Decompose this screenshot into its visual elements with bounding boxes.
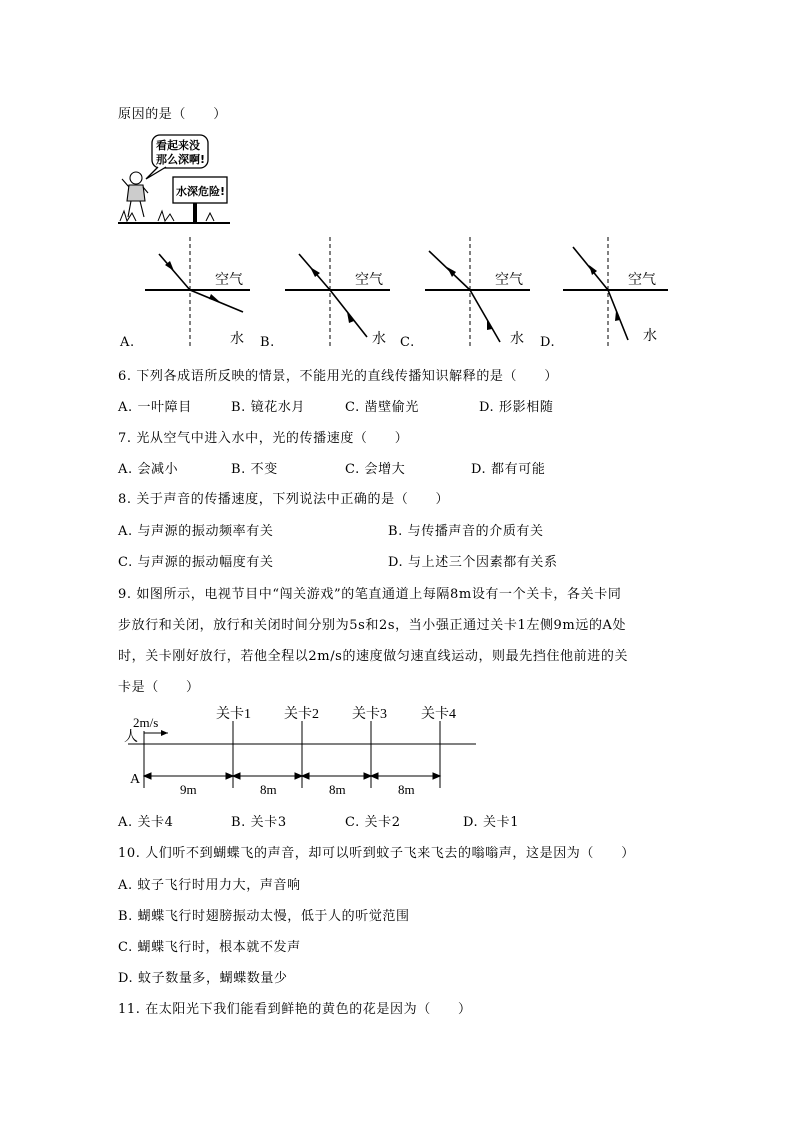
diagram-a-air-label: 空气	[215, 272, 243, 288]
gate-1-label: 关卡1	[216, 707, 251, 722]
q9-line-1: 9. 如图所示，电视节目中“闯关游戏”的笔直通道上每隔8m设有一个关卡，各关卡同	[118, 587, 622, 602]
cartoon-person	[122, 172, 148, 217]
cartoon-speech-2: 那么深啊!	[156, 153, 206, 166]
q5-stem-tail: 原因的是（ ）	[118, 107, 227, 122]
q8-option-a: A. 与声源的振动频率有关	[118, 524, 274, 539]
speed-label: 2m/s	[133, 715, 159, 730]
q8-option-d: D. 与上述三个因素都有关系	[388, 555, 558, 570]
q6-stem: 6. 下列各成语所反映的情景，不能用光的直线传播知识解释的是（ ）	[118, 369, 558, 384]
q9-option-a: A. 关卡4	[118, 815, 174, 830]
distance-3-label: 8m	[329, 782, 346, 797]
q7-stem: 7. 光从空气中进入水中，光的传播速度（ ）	[118, 431, 409, 446]
q9-line-4: 卡是（ ）	[118, 680, 200, 695]
diagram-c-water-label: 水	[510, 331, 524, 347]
q6-option-a: A. 一叶障目	[118, 400, 192, 415]
gate-3-label: 关卡3	[352, 707, 387, 722]
cartoon-speech-1: 看起来没	[156, 139, 200, 152]
diagram-d-water-label: 水	[643, 328, 657, 344]
gate-4-label: 关卡4	[421, 707, 456, 722]
q6-option-c: C. 凿壁偷光	[345, 400, 419, 415]
q9-gate-diagram	[118, 703, 488, 803]
q5-option-c: C.	[400, 335, 415, 350]
q7-option-b: B. 不变	[231, 462, 278, 477]
diagram-b	[285, 237, 395, 347]
q10-option-a: A. 蚊子飞行时用力大，声音响	[118, 878, 301, 893]
diagram-b-water-label: 水	[372, 331, 386, 347]
q5-option-a: A.	[120, 335, 135, 350]
q5-option-d: D.	[540, 335, 556, 350]
diagram-a	[145, 237, 255, 347]
q6-option-b: B. 镜花水月	[231, 400, 306, 415]
q9-option-b: B. 关卡3	[231, 815, 287, 830]
q8-option-c: C. 与声源的振动幅度有关	[118, 555, 274, 570]
diagram-d	[563, 237, 673, 347]
distance-1-label: 9m	[180, 782, 197, 797]
diagram-c-air-label: 空气	[495, 272, 523, 288]
speed-arrow-icon	[161, 730, 168, 736]
q10-stem: 10. 人们听不到蝴蝶飞的声音，却可以听到蚊子飞来飞去的嗡嗡声，这是因为（ ）	[118, 846, 635, 861]
point-a-label: A	[130, 772, 141, 787]
diagram-d-air-label: 空气	[628, 272, 656, 288]
q9-line-3: 时，关卡刚好放行，若他全程以2m/s的速度做匀速直线运动，则最先挡住他前进的关	[118, 649, 629, 664]
q11-stem: 11. 在太阳光下我们能看到鲜艳的黄色的花是因为（ ）	[118, 1002, 472, 1017]
q10-option-d: D. 蚊子数量多，蝴蝶数量少	[118, 971, 288, 986]
distance-2-label: 8m	[260, 782, 277, 797]
q8-stem: 8. 关于声音的传播速度，下列说法中正确的是（ ）	[118, 492, 450, 507]
diagram-a-water-label: 水	[230, 331, 244, 347]
q7-option-d: D. 都有可能	[471, 462, 546, 477]
q5-option-b: B.	[260, 335, 275, 350]
q5-cartoon	[118, 131, 230, 226]
gate-2-label: 关卡2	[284, 707, 319, 722]
q6-option-d: D. 形影相随	[479, 400, 554, 415]
person-label: 人	[124, 730, 138, 745]
q7-option-c: C. 会增大	[345, 462, 406, 477]
q8-option-b: B. 与传播声音的介质有关	[388, 524, 544, 539]
q9-option-c: C. 关卡2	[345, 815, 401, 830]
cartoon-sign-text: 水深危险!	[176, 185, 226, 198]
q9-line-2: 步放行和关闭，放行和关闭时间分别为5s和2s，当小强正通过关卡1左侧9m远的A处	[118, 618, 627, 633]
q7-option-a: A. 会减小	[118, 462, 179, 477]
diagram-b-air-label: 空气	[355, 272, 383, 288]
distance-4-label: 8m	[398, 782, 415, 797]
q10-option-c: C. 蝴蝶飞行时，根本就不发声	[118, 940, 301, 955]
q9-option-d: D. 关卡1	[463, 815, 520, 830]
diagram-c	[425, 237, 535, 347]
q10-option-b: B. 蝴蝶飞行时翅膀振动太慢，低于人的听觉范围	[118, 909, 410, 924]
